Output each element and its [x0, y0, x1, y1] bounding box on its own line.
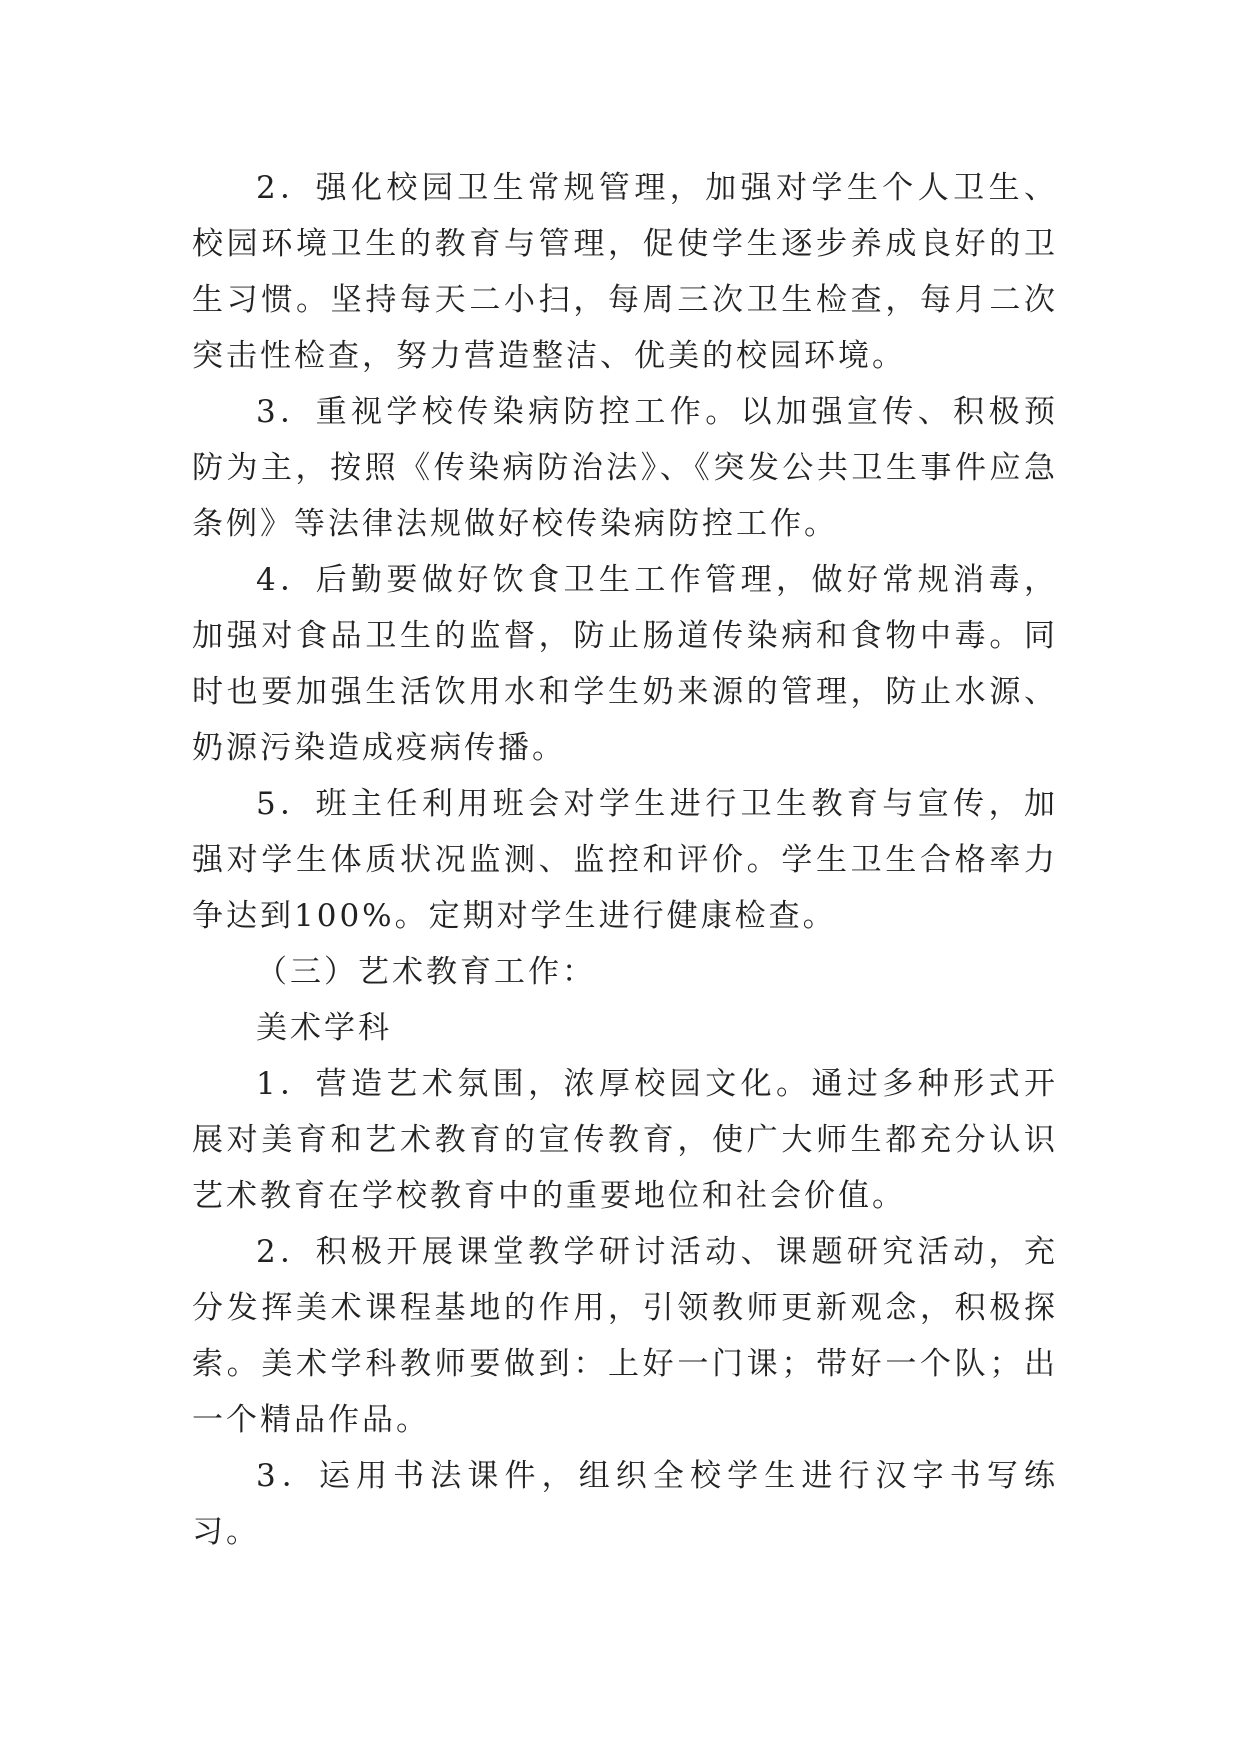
paragraph-food-hygiene: 4．后勤要做好饮食卫生工作管理，做好常规消毒，加强对食品卫生的监督，防止肠道传染病和食物中毒。同时也要加强生活饮用水和学生奶来源的管理，防止水源、奶源污染造成疫病传播。 [192, 562, 1058, 766]
paragraph-art-atmosphere: 1．营造艺术氛围，浓厚校园文化。通过多种形式开展对美育和艺术教育的宣传教育，使广大师生都充分认识艺术教育在学校教育中的重要地位和社会价值。 [192, 1066, 1058, 1214]
document-body [192, 160, 1058, 1560]
subject-heading-fine-arts: 美术学科 [256, 1010, 392, 1046]
paragraph-disease-prevention: 3．重视学校传染病防控工作。以加强宣传、积极预防为主，按照《传染病防治法》、《突发公共卫生事件应急条例》等法律法规做好校传染病防控工作。 [192, 394, 1058, 542]
paragraph-calligraphy-practice: 3．运用书法课件，组织全校学生进行汉字书写练习。 [192, 1458, 1058, 1550]
paragraph-health-education: 5．班主任利用班会对学生进行卫生教育与宣传，加强对学生体质状况监测、监控和评价。学生卫生合格率力争达到100%。定期对学生进行健康检查。 [192, 786, 1058, 934]
section-heading-art-education: （三）艺术教育工作： [256, 954, 596, 990]
paragraph-teaching-research: 2．积极开展课堂教学研讨活动、课题研究活动，充分发挥美术课程基地的作用，引领教师更新观念，积极探索。美术学科教师要做到：上好一门课；带好一个队；出一个精品作品。 [192, 1234, 1058, 1438]
paragraph-hygiene-management: 2．强化校园卫生常规管理，加强对学生个人卫生、校园环境卫生的教育与管理，促使学生逐步养成良好的卫生习惯。坚持每天二小扫，每周三次卫生检查，每月二次突击性检查，努力营造整洁、优美的校园环境。 [192, 170, 1058, 374]
